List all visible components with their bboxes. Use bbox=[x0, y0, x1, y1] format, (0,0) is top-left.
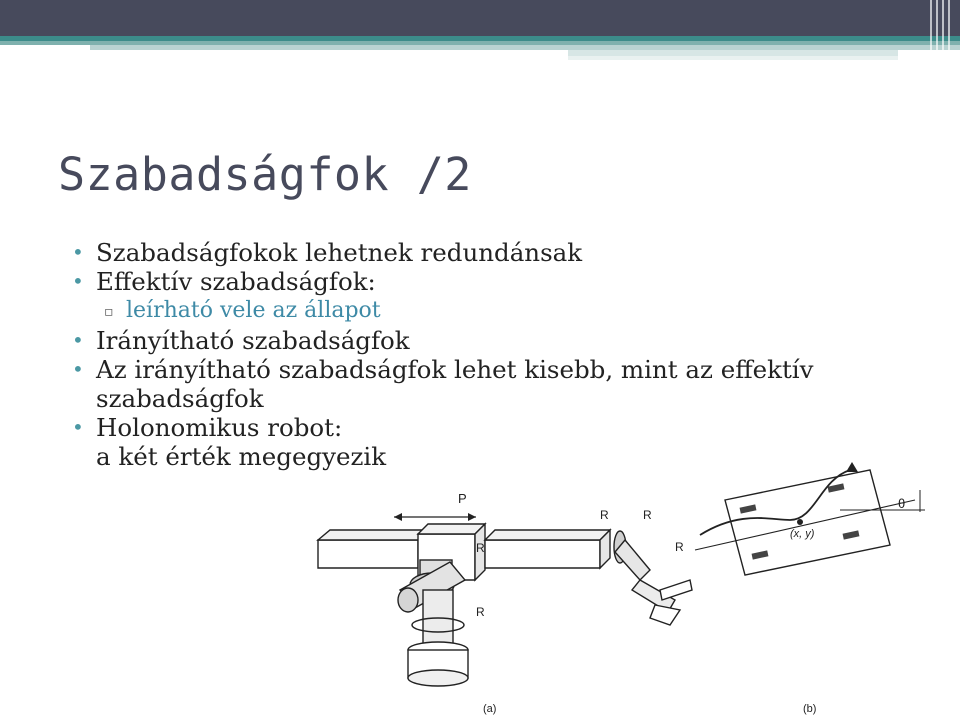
label-xy: (x, y) bbox=[790, 528, 815, 540]
sub-bullet-marker: ▫ bbox=[104, 304, 114, 320]
bullet-text: Szabadságfokok lehetnek redundánsak bbox=[96, 238, 583, 267]
sub-bullet-item bbox=[72, 296, 832, 326]
bullet-list bbox=[72, 238, 832, 471]
label-p: P bbox=[458, 491, 467, 506]
decorative-band bbox=[568, 56, 898, 60]
bullet-text: Irányítható szabadságfok bbox=[96, 326, 410, 355]
bullet-marker: • bbox=[72, 240, 84, 264]
label-r: R bbox=[476, 605, 485, 619]
label-r: R bbox=[476, 541, 485, 555]
bullet-item bbox=[72, 238, 832, 267]
robot-diagram bbox=[300, 440, 960, 719]
label-r: R bbox=[675, 540, 684, 554]
caption-b: (b) bbox=[803, 703, 817, 715]
bullet-text: Az irányítható szabadságfok lehet kisebb, mint az effektív szabadságfok bbox=[96, 355, 814, 413]
bullet-text-continued: a két érték megegyezik bbox=[96, 442, 387, 471]
mobile-robot bbox=[695, 462, 925, 575]
top-header-bar bbox=[0, 0, 960, 36]
bullet-text: Effektív szabadságfok: bbox=[96, 267, 376, 296]
label-r: R bbox=[643, 508, 652, 522]
bullet-marker: • bbox=[72, 269, 84, 293]
bullet-item bbox=[72, 267, 832, 296]
sub-bullet-text: leírható vele az állapot bbox=[126, 298, 381, 323]
bullet-item bbox=[72, 355, 832, 413]
bullet-marker: • bbox=[72, 328, 84, 352]
caption-a: (a) bbox=[483, 703, 497, 715]
manipulator-arm bbox=[318, 524, 692, 686]
decorative-stripes bbox=[926, 0, 960, 66]
bullet-marker: • bbox=[72, 415, 84, 439]
bullet-text: Holonomikus robot: bbox=[96, 413, 343, 442]
label-r: R bbox=[600, 508, 609, 522]
slide-title: Szabadságfok /2 bbox=[58, 148, 472, 201]
label-theta: θ bbox=[898, 496, 906, 511]
bullet-item bbox=[72, 326, 832, 355]
robot-figure bbox=[300, 440, 960, 719]
bullet-marker: • bbox=[72, 357, 84, 381]
